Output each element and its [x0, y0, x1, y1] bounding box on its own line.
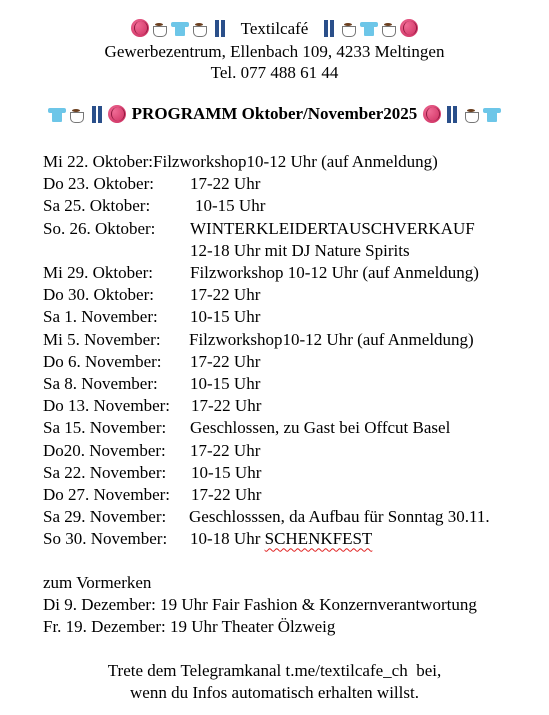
schedule-event: 17-22 Uhr	[190, 440, 261, 460]
address: Gewerbezentrum, Ellenbach 109, 4233 Meltingen	[104, 42, 445, 61]
yarn-icon	[423, 105, 441, 123]
schedule-date: So 30. November:	[43, 529, 168, 549]
telegram-line-2: wenn du Infos automatisch erhalten willst.	[130, 683, 419, 702]
reminders-heading: zum Vormerken	[43, 573, 152, 592]
schedule-event: 10-15 Uhr	[191, 462, 262, 482]
coffee-icon	[151, 19, 169, 37]
schedule	[43, 151, 490, 551]
cafe-name: Textilcafé	[240, 18, 309, 38]
schedule-event: Filzworkshop10-12 Uhr (auf Anmeldung)	[153, 152, 438, 171]
schedule-row	[43, 262, 490, 284]
schedule-date: Sa 25. Oktober:	[43, 196, 151, 216]
coffee-icon	[340, 19, 358, 37]
tshirt-icon	[171, 19, 189, 37]
schedule-row	[43, 284, 490, 306]
telegram-line: Trete dem Telegramkanal t.me/textilcafe_ch bei,	[107, 661, 442, 680]
schedule-date: Mi 5. November:	[43, 329, 161, 349]
schedule-row	[43, 240, 490, 262]
coffee-icon	[463, 105, 481, 123]
schedule-event: WINTERKLEIDERTAUSCHVERKAUF	[190, 218, 475, 238]
schedule-row	[43, 462, 490, 484]
jeans-icon	[211, 19, 229, 37]
reminders	[43, 572, 477, 639]
schedule-date: Mi 29. Oktober:	[43, 263, 154, 283]
coffee-icon	[191, 19, 209, 37]
schedule-date: Sa 29. November:	[43, 507, 167, 527]
schedule-date: Do 13. November:	[43, 396, 171, 416]
schedule-date: Do 30. Oktober:	[43, 285, 154, 305]
tshirt-icon	[48, 105, 66, 123]
schedule-row	[43, 306, 490, 328]
yarn-icon	[131, 19, 149, 37]
schedule-row	[43, 484, 490, 506]
footer	[0, 660, 549, 704]
title-icons-right	[320, 19, 418, 37]
schedule-date	[43, 240, 190, 262]
schedule-event: Geschlosssen, da Aufbau für Sonntag 30.11.	[189, 507, 490, 527]
title-line	[0, 15, 549, 41]
schedule-event: 17-22 Uhr	[190, 285, 261, 305]
program-icons-right	[423, 105, 501, 123]
schedule-event: 10-15 Uhr	[190, 307, 261, 327]
title-icons-left	[131, 19, 229, 37]
schedule-row	[43, 218, 490, 240]
schedule-row	[43, 417, 490, 439]
schedule-event	[190, 528, 372, 550]
schedule-row	[43, 373, 490, 395]
schedule-row	[43, 351, 490, 373]
schedule-date: Do20. November:	[43, 440, 166, 460]
program-title: PROGRAMM Oktober/November2025	[131, 104, 418, 123]
schedule-row	[43, 329, 490, 351]
jeans-icon	[88, 105, 106, 123]
schedule-date: Sa 15. November:	[43, 418, 167, 438]
schedule-row	[43, 195, 490, 217]
program-heading	[0, 104, 549, 124]
schedule-date: Sa 1. November:	[43, 307, 158, 327]
schedule-event: Geschlossen, zu Gast bei Offcut Basel	[190, 418, 451, 438]
schedule-row	[43, 506, 490, 528]
schedule-event: Filzworkshop 10-12 Uhr (auf Anmeldung)	[190, 263, 479, 283]
schedule-row	[43, 173, 490, 195]
tshirt-icon	[483, 105, 501, 123]
schedule-date: So. 26. Oktober:	[43, 218, 156, 238]
schedule-date: Do 23. Oktober:	[43, 174, 154, 194]
phone: Tel. 077 488 61 44	[210, 63, 339, 82]
schedule-event: 17-22 Uhr	[191, 485, 262, 505]
tshirt-icon	[360, 19, 378, 37]
reminder-item: Di 9. Dezember: 19 Uhr Fair Fashion & Konzernverantwortung	[43, 595, 477, 615]
schedule-event: 10-15 Uhr	[190, 374, 261, 394]
coffee-icon	[68, 105, 86, 123]
schedule-row	[43, 395, 490, 417]
reminder-item: Fr. 19. Dezember: 19 Uhr Theater Ölzweig	[43, 617, 336, 637]
schedule-event: 17-22 Uhr	[190, 174, 261, 194]
schedule-event-time: 10-18 Uhr	[190, 529, 265, 549]
yarn-icon	[400, 19, 418, 37]
schedule-row	[43, 151, 490, 173]
yarn-icon	[108, 105, 126, 123]
jeans-icon	[320, 19, 338, 37]
schedule-event: 12-18 Uhr mit DJ Nature Spirits	[190, 240, 410, 260]
schedule-event: 10-15 Uhr	[195, 196, 266, 216]
program-icons-left	[48, 105, 126, 123]
schedule-row	[43, 528, 490, 550]
schedule-date: Sa 8. November:	[43, 374, 158, 394]
schedule-event: 17-22 Uhr	[191, 396, 262, 416]
coffee-icon	[380, 19, 398, 37]
schedule-date: Mi 22. Oktober:	[43, 152, 154, 171]
spellcheck-marked-word: SCHENKFEST	[264, 529, 373, 549]
schedule-date: Sa 22. November:	[43, 462, 167, 482]
schedule-event: 17-22 Uhr	[190, 351, 261, 371]
schedule-row	[43, 440, 490, 462]
schedule-date: Do 6. November:	[43, 351, 162, 371]
header	[0, 15, 549, 83]
jeans-icon	[443, 105, 461, 123]
schedule-event: Filzworkshop10-12 Uhr (auf Anmeldung)	[189, 329, 474, 349]
schedule-date: Do 27. November:	[43, 485, 171, 505]
